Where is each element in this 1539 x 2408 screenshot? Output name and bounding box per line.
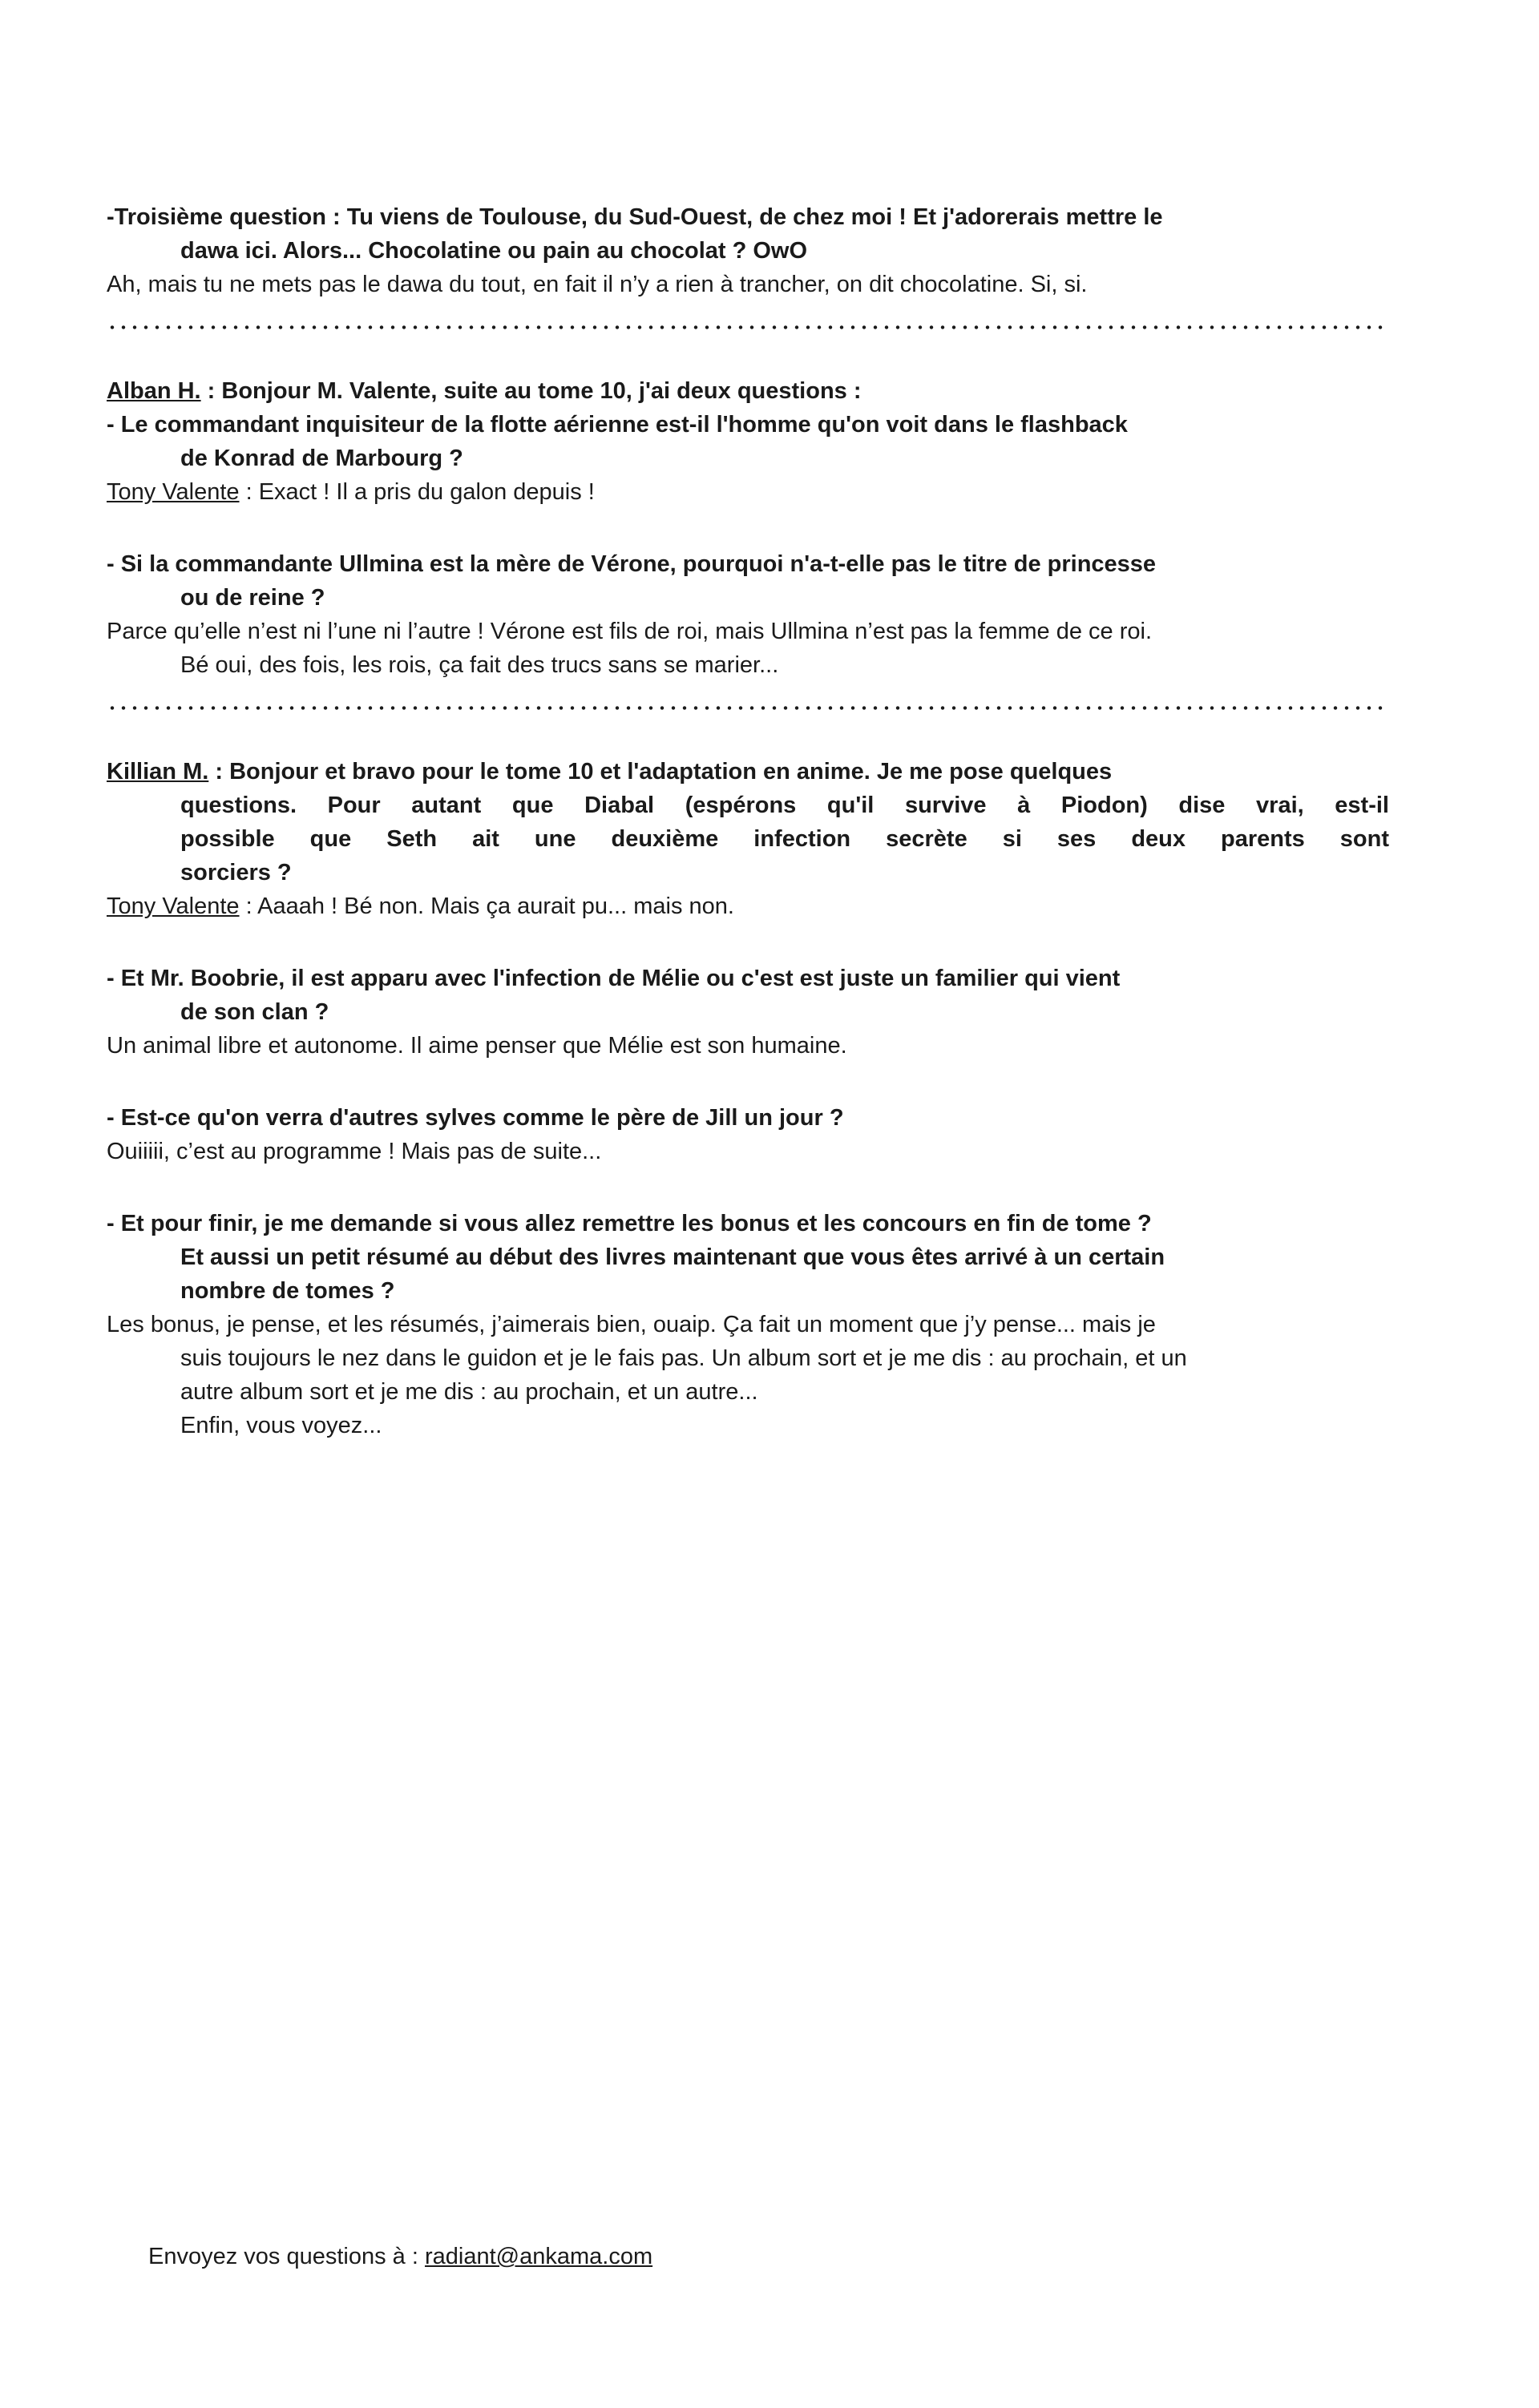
answer-line: Parce qu’elle n’est ni l’une ni l’autre ! Vérone est fils de roi, mais Ullmina n’est pas la femme de ce roi. (107, 619, 1152, 644)
author-name: Tony Valente (107, 893, 240, 919)
question-block (107, 374, 1389, 475)
answer-block (107, 615, 1389, 682)
email-link[interactable]: radiant@ankama.com (424, 2244, 653, 2269)
question-line: ou de reine ? (180, 585, 325, 611)
question-line: sorciers ? (180, 860, 292, 885)
author-name: Tony Valente (107, 479, 240, 505)
question-block (107, 962, 1389, 1029)
answer-line: Enfin, vous voyez... (180, 1413, 382, 1438)
answer-line: suis toujours le nez dans le guidon et je le fais pas. Un album sort et je me dis : au prochain, et un (180, 1345, 1187, 1371)
answer-line: Les bonus, je pense, et les résumés, j’aimerais bien, ouaip. Ça fait un moment que j’y pense... mais je (107, 1312, 1156, 1337)
question-line: - Le commandant inquisiteur de la flotte aérienne est-il l'homme qu'on voit dans le flashback (107, 412, 1128, 438)
question-block (107, 200, 1389, 268)
answer-block (107, 475, 1389, 509)
question-block (107, 1101, 1389, 1135)
answer-line: autre album sort et je me dis : au prochain, et un autre... (180, 1379, 758, 1405)
question-line: questions. Pour autant que Diabal (espérons qu'il survive à Piodon) dise vrai, est-il (180, 793, 1389, 818)
qa-content (107, 200, 1389, 1442)
question-line: Et aussi un petit résumé au début des livres maintenant que vous êtes arrivé à un certain (180, 1244, 1165, 1270)
question-line: -Troisième question : Tu viens de Toulouse, du Sud-Ouest, de chez moi ! Et j'adorerais mettre le (107, 204, 1163, 230)
question-line: - Et pour finir, je me demande si vous allez remettre les bonus et les concours en fin de tome ? (107, 1211, 1152, 1236)
answer-line: Ouiiiii, c’est au programme ! Mais pas de suite... (107, 1139, 602, 1164)
answer-line: Bé oui, des fois, les rois, ça fait des trucs sans se marier... (180, 652, 779, 678)
question-line: - Et Mr. Boobrie, il est apparu avec l'infection de Mélie ou c'est est juste un familier qui vient (107, 966, 1121, 991)
answer-line: Tony Valente : Exact ! Il a pris du galon depuis ! (107, 479, 595, 505)
question-line: de son clan ? (180, 999, 329, 1025)
footer (148, 2240, 652, 2273)
answer-block (107, 1135, 1389, 1168)
answer-block (107, 889, 1389, 923)
question-line: - Est-ce qu'on verra d'autres sylves comme le père de Jill un jour ? (107, 1105, 844, 1131)
answer-block (107, 1029, 1389, 1063)
answer-block (107, 268, 1389, 301)
question-block (107, 547, 1389, 615)
answer-line: Un animal libre et autonome. Il aime penser que Mélie est son humaine. (107, 1033, 847, 1059)
author-name: Killian M. (107, 759, 209, 785)
question-block (107, 755, 1389, 889)
question-line: - Si la commandante Ullmina est la mère de Vérone, pourquoi n'a-t-elle pas le titre de princesse (107, 551, 1157, 577)
question-line: Alban H. : Bonjour M. Valente, suite au tome 10, j'ai deux questions : (107, 378, 862, 404)
question-line: Killian M. : Bonjour et bravo pour le tome 10 et l'adaptation en anime. Je me pose quelques (107, 759, 1113, 785)
question-line: possible que Seth ait une deuxième infection secrète si ses deux parents sont (180, 826, 1389, 852)
footer-prompt: Envoyez vos questions à : (148, 2244, 425, 2269)
answer-line: Tony Valente : Aaaah ! Bé non. Mais ça aurait pu... mais non. (107, 893, 734, 919)
dotted-separator (107, 325, 1389, 329)
question-block (107, 1207, 1389, 1308)
question-line: dawa ici. Alors... Chocolatine ou pain au chocolat ? OwO (180, 238, 808, 264)
question-line: de Konrad de Marbourg ? (180, 446, 463, 471)
dotted-separator (107, 706, 1389, 710)
author-name: Alban H. (107, 378, 201, 404)
question-line: nombre de tomes ? (180, 1278, 395, 1304)
answer-line: Ah, mais tu ne mets pas le dawa du tout, en fait il n’y a rien à trancher, on dit chocolatine. Si, si. (107, 272, 1088, 297)
answer-block (107, 1308, 1389, 1442)
